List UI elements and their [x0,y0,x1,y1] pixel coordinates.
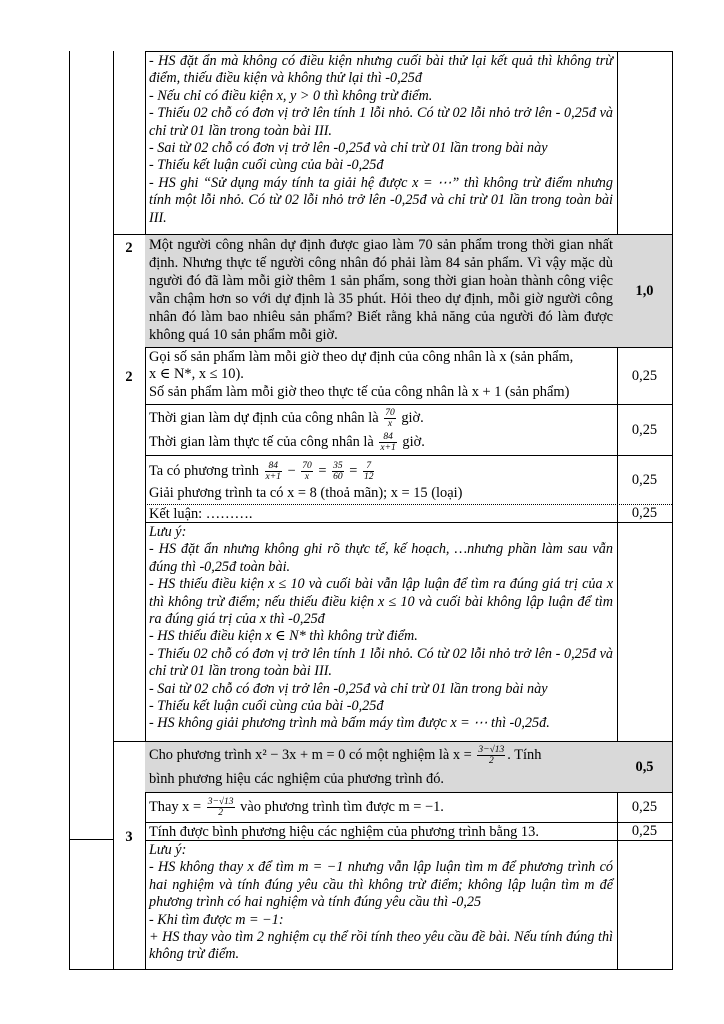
q3-number: 3 [125,829,133,845]
note-line: - Thiếu 02 chỗ có đơn vị trở lên tính 1 lỗi nhỏ. Có từ 02 lỗi nhỏ trở lên - 0,25đ và chỉ trừ 01 lần trong toàn bài III. [149,105,613,139]
note-line: - Sai từ 02 chỗ có đơn vị trở lên -0,25đ và chỉ trừ 01 lần trong bài này [149,140,548,157]
continued-notes-cell [145,52,617,234]
frac-num: 70 [385,408,395,419]
note-line: Lưu ý: [149,524,187,540]
fraction [207,797,235,818]
text: Ta có phương trình [149,463,259,479]
text: Thay x = [149,799,202,815]
note-line: - HS đặt ẩn nhưng không ghi rõ thực tế, kế hoạch, …nhưng phần làm sau vẫn đúng thì -0,25đ toàn bài. [149,541,613,575]
note-line: - HS thiếu điều kiện x ≤ 10 và cuối bài vẫn lập luận để tìm ra đúng giá trị của x thì không trừ điểm; nếu thiếu điều kiện x ≤ 10 và cuối bài không lập luận để tìm ra đúng giá trị của x thì -0,25đ [149,576,613,628]
fraction [384,408,396,429]
q2-step2-score: 0,25 [631,421,658,438]
operator: = [318,463,327,479]
q2-step2 [145,405,617,455]
frac-num: 3−√13 [478,745,505,756]
q3-step2: Tính được bình phương hiệu các nghiệm của phương trình bằng 13. [149,824,539,840]
q2-step4-score: 0,25 [631,505,658,521]
q3-step2-score: 0,25 [631,823,658,839]
q3-step1 [145,793,617,822]
q2-step3-score: 0,25 [631,471,658,488]
frac-den: x+1 [265,472,281,483]
note-line: - HS thiếu điều kiện x ∈ N* thì không trừ điểm. [149,628,418,645]
note-line: - Nếu chỉ có điều kiện x, y > 0 thì không trừ điểm. [149,87,433,104]
frac-den: x+1 [380,443,396,454]
note-line: - Thiếu kết luận cuối cùng của bài -0,25đ [149,157,384,174]
frac-num: 35 [333,461,343,472]
note-line: - HS ghi “Sử dụng máy tính ta giải hệ được x = ⋯” thì không trừ điểm nhưng tính một lỗi nhỏ. Có từ 02 lỗi nhỏ trở lên -0,25đ và chỉ trừ 01 lần trong toàn bài III. [149,174,613,226]
note-line: - HS đặt ẩn mà không có điều kiện nhưng cuối bài thử lại kết quả thì không trừ điểm, thiếu điều kiện và không thử lại thì -0,25đ [149,53,613,87]
q3-stem-score: 0,5 [617,742,672,792]
q2-step2-line2 [149,430,613,454]
fraction [332,461,344,482]
q2-stem-score: 1,0 [617,235,672,347]
text: Thời gian làm thực tế của công nhân là [149,434,374,450]
text: Cho phương trình x² − 3x + m = 0 có một nghiệm là x = [149,747,472,763]
note-line: - HS không thay x để tìm m = −1 nhưng vẫn lập luận tìm m để phương trình có hai nghiệm và tính đúng yêu cầu thì không trừ điểm; không lập luận tìm m để phương trình có hai nghiệm và tính đúng yêu cầu thì -0,25 [149,859,613,911]
q3-notes [145,841,617,969]
q3-step1-score: 0,25 [631,799,658,815]
frac-den: 60 [333,472,343,483]
q3-stem-line1 [149,743,613,767]
text: vào phương trình tìm được m = −1. [240,799,444,815]
col-border-left [69,51,70,969]
note-line: - Thiếu 02 chỗ có đơn vị trở lên tính 1 lỗi nhỏ. Có từ 02 lỗi nhỏ trở lên - 0,25đ và chỉ trừ 01 lần trong toàn bài III. [149,645,613,680]
frac-den: 12 [363,472,374,483]
frac-num: 84 [379,432,396,443]
q2-step3-line2: Giải phương trình ta có x = 8 (thoả mãn); x = 15 (loại) [149,485,463,501]
note-line: - Thiếu kết luận cuối cùng của bài -0,25đ [149,698,384,715]
frac-den: 2 [488,756,494,767]
frac-den: x [304,472,310,483]
q2-step1-line1: Gọi số sản phẩm làm mỗi giờ theo dự định của công nhân là x (sản phẩm, [149,349,574,365]
q2-step1-score: 0,25 [631,367,658,384]
frac-num: 84 [265,461,282,472]
operator: = [349,463,358,479]
q2-step1 [145,348,617,404]
fraction [265,461,282,482]
fraction [363,461,375,482]
q2-step3-line1 [149,457,613,485]
q2-stem: Một người công nhân dự định được giao làm 70 sản phẩm trong thời gian nhất định. Nhưng thực tế người công nhân đó phải làm 84 sản phẩm. Vì vậy mặc dù người đó đã làm mỗi giờ thêm 1 sản phẩm, song thời gian hoàn thành công việc vẫn chậm hơn so với dự định là 35 phút. Hỏi theo dự định, mỗi giờ người công nhân đó làm bao nhiêu sản phẩm? Biết rằng khả năng của người đó làm được không quá 10 sản phẩm mỗi giờ. [145,235,617,347]
text: giờ. [401,410,424,426]
fraction [379,432,396,453]
frac-num: 7 [363,461,375,472]
text: giờ. [402,434,425,450]
fraction [477,745,505,766]
q3-stem [145,742,617,792]
row-separator [69,839,113,840]
frac-den: x [387,419,393,430]
q2-step4: Kết luận: ………. [149,506,253,522]
frac-num: 3−√13 [207,797,234,808]
frac-den: 2 [218,808,223,819]
note-line: - Sai từ 02 chỗ có đơn vị trở lên -0,25đ và chỉ trừ 01 lần trong bài này [149,680,548,697]
q2-number: 2 [125,369,133,385]
note-line: - Khi tìm được m = −1: [149,911,284,928]
frac-num: 70 [302,461,312,472]
q2-notes [145,523,617,741]
q2-step1-line3: Số sản phẩm làm mỗi giờ theo thực tế của công nhân là x + 1 (sản phẩm) [149,383,570,400]
operator: − [287,463,296,479]
q3-stem-line2: bình phương hiệu các nghiệm của phương trình đó. [149,771,444,787]
text: Thời gian làm dự định của công nhân là [149,410,379,426]
q2-step1-line2: x ∈ N*, x ≤ 10). [149,366,244,383]
q2-step3 [145,456,617,504]
note-line: - HS không giải phương trình mà bấm máy tìm được x = ⋯ thì -0,25đ. [149,715,550,732]
text: . Tính [507,747,542,763]
grading-table [69,51,673,970]
q2-step2-line1 [149,406,613,430]
note-line: Lưu ý: [149,842,187,858]
q2-sub-number: 2 [125,240,133,256]
fraction [301,461,313,482]
note-line: + HS thay vào tìm 2 nghiệm cụ thể rồi tính theo yêu cầu đề bài. Nếu tính đúng thì không trừ điểm. [149,929,613,963]
